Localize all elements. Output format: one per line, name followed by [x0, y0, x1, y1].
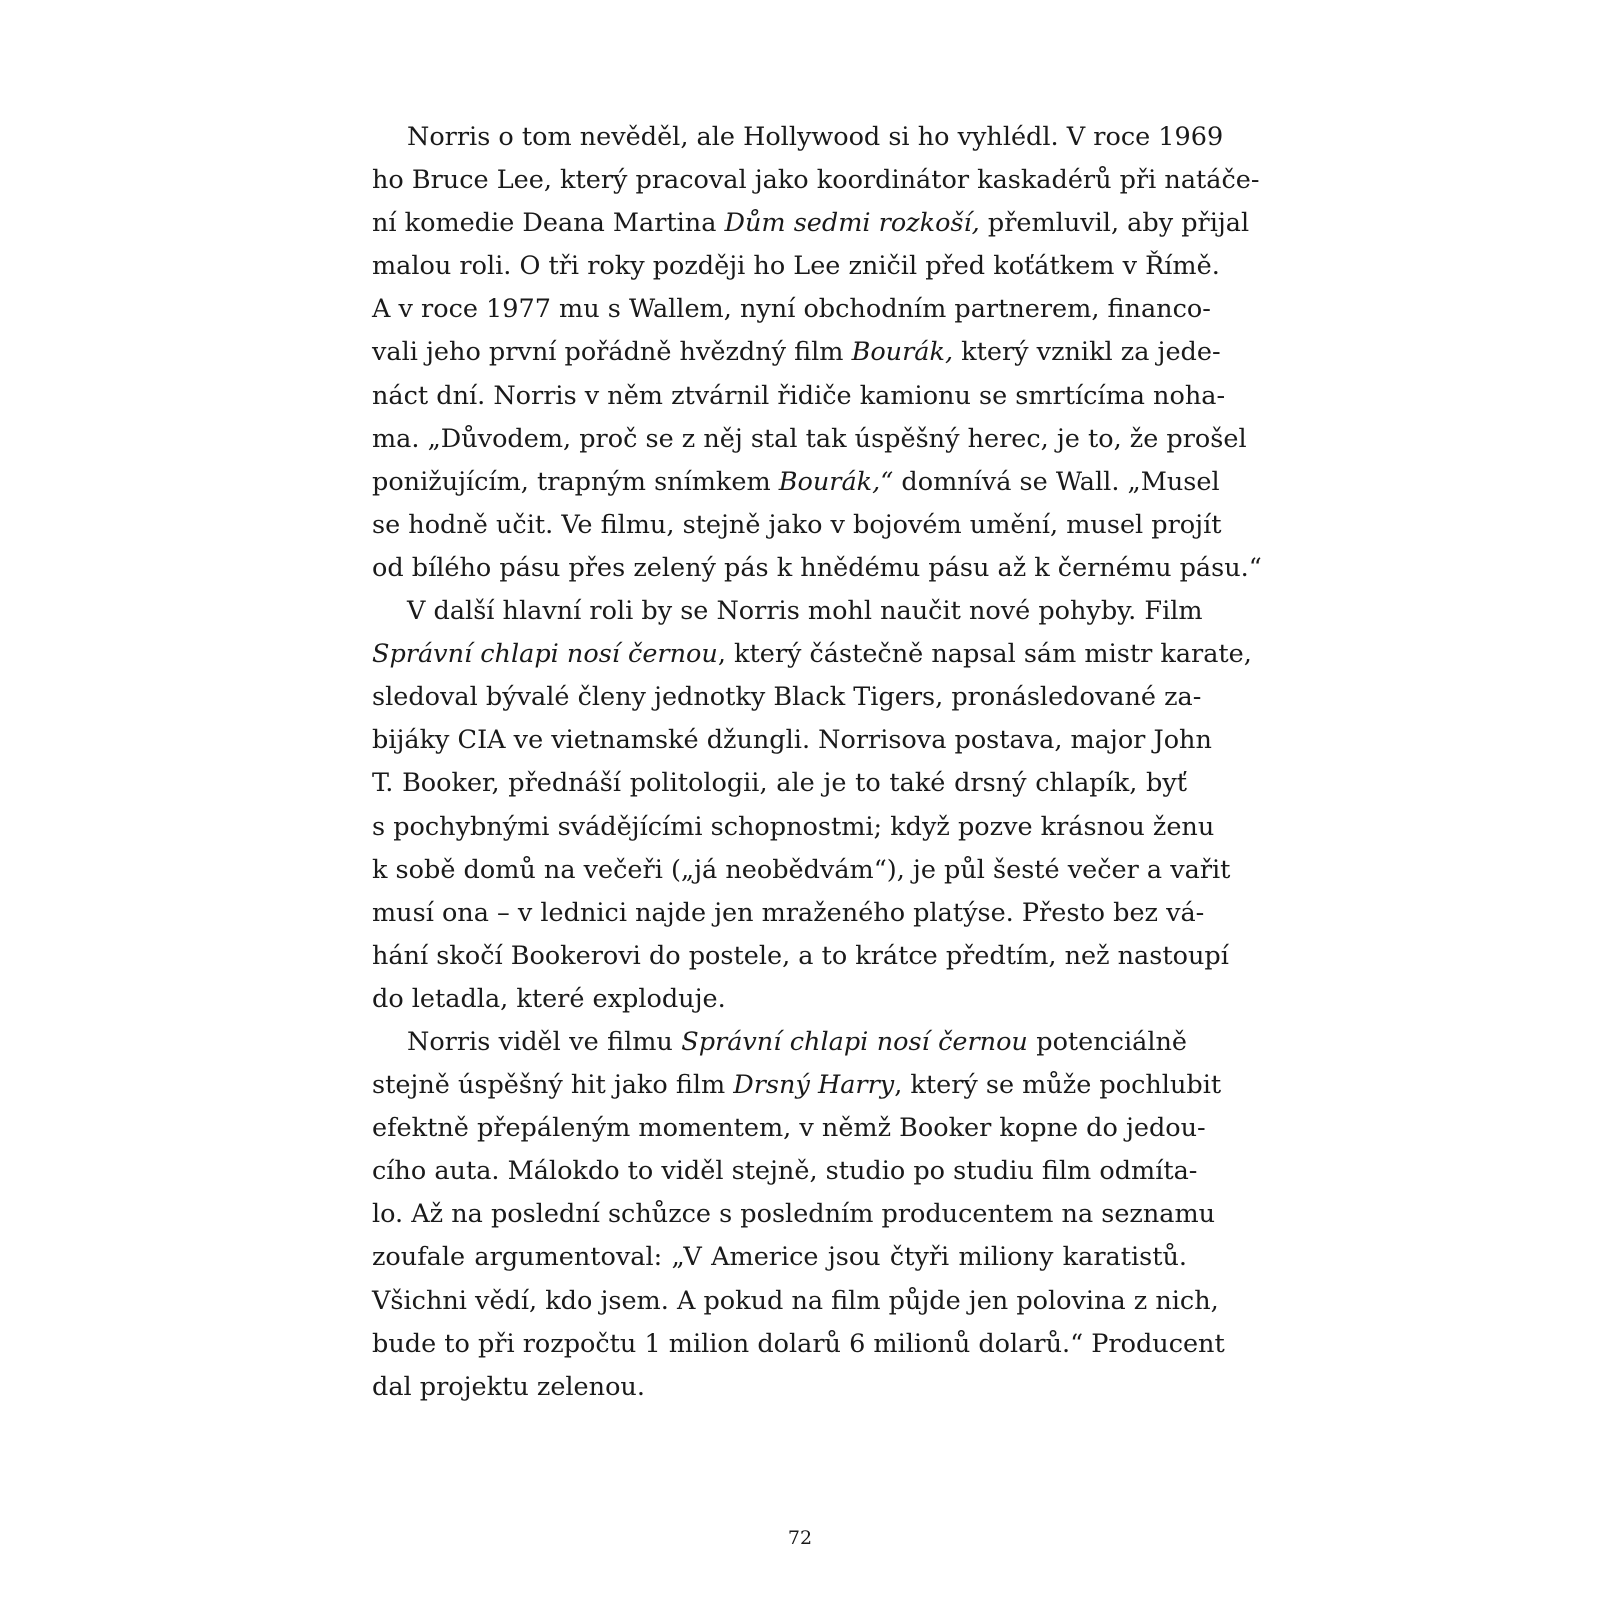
- text-line: [372, 762, 1187, 805]
- text-line: [372, 1280, 1219, 1323]
- text-run: domnívá se Wall. „Musel: [893, 466, 1220, 497]
- text-run: ní komedie Deana Martina: [372, 208, 725, 239]
- text-run: bijáky CIA ve vietnamské džungli. Norrisova postava, major John: [372, 725, 1212, 756]
- text-run: A v roce 1977 mu s Wallem, nyní obchodním partnerem, financo-: [372, 294, 1211, 325]
- text-run: přemluvil, aby přijal: [979, 208, 1250, 239]
- text-line: [372, 202, 1250, 245]
- text-run: T. Booker, přednáší politologii, ale je to také drsný chlapík, byť: [372, 768, 1187, 799]
- italic-title: Správní chlapi nosí černou: [681, 1026, 1028, 1057]
- italic-title: Drsný Harry: [733, 1070, 895, 1101]
- text-line: [372, 245, 1220, 288]
- text-run: cího auta. Málokdo to viděl stejně, studio po studiu film odmíta-: [372, 1156, 1198, 1187]
- text-line: [372, 1150, 1198, 1193]
- text-run: , který částečně napsal sám mistr karate,: [717, 639, 1252, 670]
- text-line: [372, 418, 1247, 461]
- text-run: V další hlavní roli by se Norris mohl naučit nové pohyby. Film: [407, 596, 1203, 627]
- text-run: od bílého pásu přes zelený pás k hnědému pásu až k černému pásu.“: [372, 552, 1262, 583]
- italic-title: Správní chlapi nosí černou: [372, 639, 718, 670]
- text-run: stejně úspěšný hit jako film: [372, 1070, 734, 1101]
- text-line: [372, 159, 1260, 202]
- text-line: [372, 288, 1211, 331]
- text-run: Všichni vědí, kdo jsem. A pokud na film půjde jen polovina z nich,: [372, 1285, 1219, 1316]
- text-line: [372, 719, 1212, 762]
- text-line: [372, 375, 1226, 418]
- text-run: dal projektu zelenou.: [372, 1371, 645, 1402]
- text-line: [372, 1021, 1187, 1064]
- text-run: náct dní. Norris v něm ztvárnil řidiče kamionu se smrtícíma noha-: [372, 380, 1226, 411]
- text-run: efektně přepáleným momentem, v němž Booker kopne do jedou-: [372, 1113, 1206, 1144]
- text-run: vali jeho první pořádně hvězdný film: [372, 337, 852, 368]
- text-run: , který se může pochlubit: [894, 1070, 1222, 1101]
- text-line: [372, 547, 1262, 590]
- text-run: potenciálně: [1027, 1026, 1187, 1057]
- text-line: [372, 1236, 1187, 1279]
- italic-title: Bourák,: [851, 337, 954, 368]
- text-line: [372, 504, 1222, 547]
- text-run: k sobě domů na večeři („já neobědvám“), je půl šesté večer a vařit: [372, 854, 1231, 885]
- text-line: [372, 633, 1252, 676]
- text-run: Norris viděl ve filmu: [407, 1026, 682, 1057]
- text-line: [372, 590, 1203, 633]
- text-run: musí ona – v lednici najde jen mraženého platýse. Přesto bez vá-: [372, 897, 1205, 928]
- text-line: [372, 1107, 1206, 1150]
- text-run: s pochybnými svádějícími schopnostmi; když pozve krásnou ženu: [372, 811, 1215, 842]
- text-line: [372, 935, 1229, 978]
- text-run: bude to při rozpočtu 1 milion dolarů 6 milionů dolarů.“ Producent: [372, 1328, 1225, 1359]
- text-run: sledoval bývalé členy jednotky Black Tigers, pronásledované za-: [372, 682, 1202, 713]
- text-run: zoufale argumentoval: „V Americe jsou čtyři miliony karatistů.: [372, 1242, 1187, 1273]
- text-line: [372, 331, 1221, 374]
- text-run: Norris o tom nevěděl, ale Hollywood si ho vyhlédl. V roce 1969: [407, 122, 1224, 152]
- text-run: ma. „Důvodem, proč se z něj stal tak úspěšný herec, je to, že prošel: [372, 423, 1247, 454]
- italic-title: Dům sedmi rozkoší,: [724, 208, 980, 239]
- text-line: [372, 1323, 1225, 1366]
- text-run: se hodně učit. Ve filmu, stejně jako v bojovém umění, musel projít: [372, 509, 1222, 540]
- italic-title: Bourák,“: [778, 466, 894, 497]
- text-line: [372, 1064, 1222, 1107]
- text-run: který vznikl za jede-: [953, 337, 1221, 368]
- text-line: [372, 461, 1220, 504]
- text-run: lo. Až na poslední schůzce s posledním producentem na seznamu: [372, 1199, 1216, 1230]
- text-run: ho Bruce Lee, který pracoval jako koordinátor kaskadérů při natáče-: [372, 165, 1260, 196]
- text-line: [372, 1366, 1187, 1409]
- body-text: [372, 116, 1262, 1409]
- text-line: [372, 1193, 1216, 1236]
- text-line: [372, 116, 1224, 159]
- text-run: ponižujícím, trapným snímkem: [372, 466, 779, 497]
- text-line: [372, 892, 1205, 935]
- text-line: [372, 806, 1215, 849]
- text-run: do letadla, které exploduje.: [372, 983, 726, 1014]
- text-line: [372, 676, 1202, 719]
- text-line: [372, 849, 1231, 892]
- text-line: [372, 978, 1187, 1021]
- page-number: 72: [787, 1527, 813, 1549]
- text-run: hání skočí Bookerovi do postele, a to krátce předtím, než nastoupí: [372, 940, 1229, 971]
- text-run: malou roli. O tři roky později ho Lee zničil před koťátkem v Římě.: [372, 251, 1220, 282]
